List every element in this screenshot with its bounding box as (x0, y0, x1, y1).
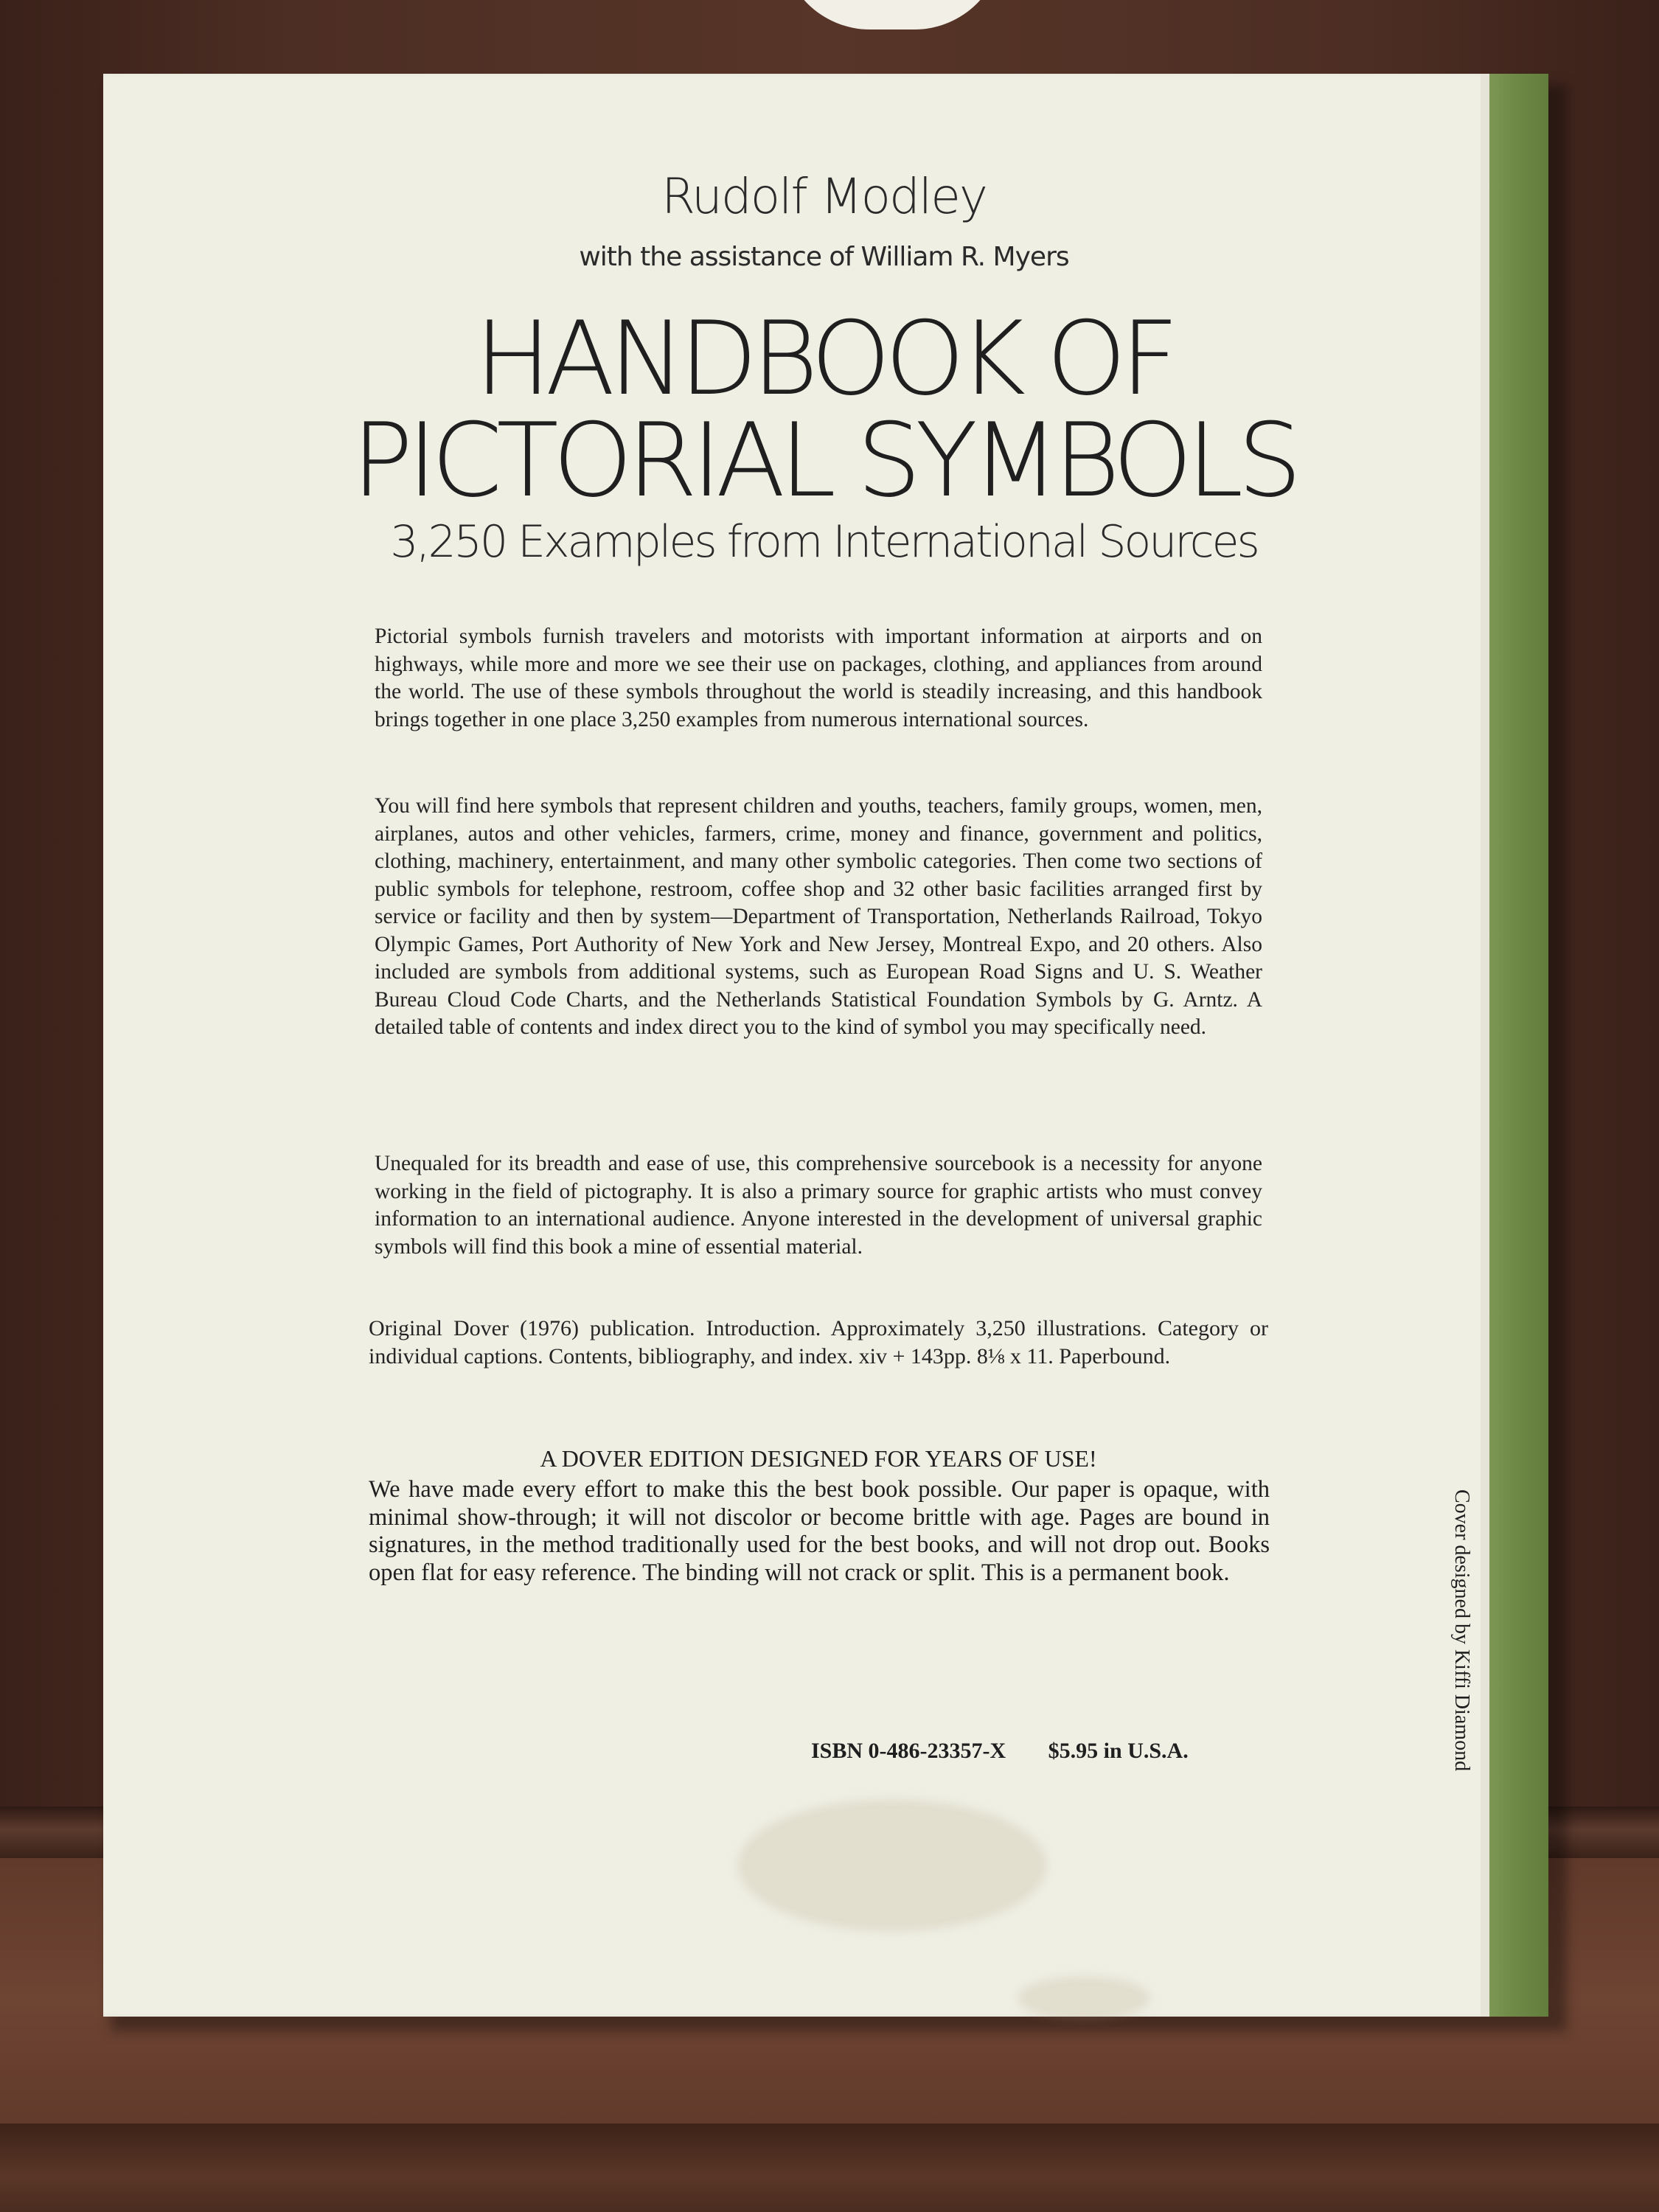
title-line-1: HANDBOOK OF (474, 299, 1174, 418)
book-subtitle: 3,250 Examples from International Sources (390, 516, 1258, 568)
cover-stain (737, 1799, 1047, 1932)
dover-edition-text: We have made every effort to make this the best book possible. Our paper is opaque, with minimal show-through; it will not discolor or become brittle with age. Pages are bound in signatures, in the method traditionally used for the best books, and will not drop out. Books open flat for easy reference. The binding will not crack or split. This is a permanent book. (369, 1476, 1270, 1586)
publication-details: Original Dover (1976) publication. Introduction. Approximately 3,250 illustrations. Category or individual captions. Contents, bibliography, and index. xiv + 143pp. 8⅛ x 11. Paperbound. (369, 1316, 1268, 1368)
book-title (103, 299, 1545, 520)
description-paragraph-2: You will find here symbols that represent children and youths, teachers, family groups, women, men, airplanes, autos and other vehicles, farmers, crime, money and finance, government and politics, clothing, machinery, entertainment, and many other symbolic categories. Then come two sections of public symbols for telephone, restroom, coffee shop and 32 other basic facilities arranged first by service or facility and then by system—Department of Transportation, Netherlands Railroad, Tokyo Olympic Games, Port Authority of New York and New Jersey, Montreal Expo, and 20 others. Also included are symbols from additional systems, such as European Road Signs and U. S. Weather Bureau Cloud Code Charts, and the Netherlands Statistical Foundation Symbols by G. Arntz. A detailed table of contents and index direct you to the kind of symbol you may specifically need. (375, 794, 1262, 1039)
isbn-price-line (811, 1739, 1189, 1764)
cover-stain-bottom (1018, 1976, 1150, 2020)
description-paragraph-3: Unequaled for its breadth and ease of use, this comprehensive sourcebook is a necessity for anyone working in the field of pictography. It is also a primary source for graphic artists who must convey information to an international audience. Anyone interested in the development of universal graphic symbols will find this book a mine of essential material. (375, 1152, 1262, 1259)
author-name: Rudolf Modley (661, 168, 987, 225)
isbn-number: ISBN 0-486-23357-X (811, 1739, 1006, 1763)
title-line-2: PICTORIAL SYMBOLS (352, 401, 1296, 520)
shelf-front-edge (0, 2124, 1659, 2212)
cover-credit-text: Cover designed by Kiffi Diamond (1450, 1489, 1473, 1772)
assistance-credit: with the assistance of William R. Myers (579, 242, 1069, 272)
price: $5.95 in U.S.A. (1048, 1739, 1189, 1763)
dover-edition-heading: A DOVER EDITION DESIGNED FOR YEARS OF USE! (540, 1445, 1097, 1472)
description-paragraph-1: Pictorial symbols furnish travelers and motorists with important information at airports and on highways, while more and more we see their use on packages, clothing, and appliances from around the world. The use of these symbols throughout the world is steadily increasing, and this handbook brings together in one place 3,250 examples from numerous international sources. (375, 625, 1262, 731)
